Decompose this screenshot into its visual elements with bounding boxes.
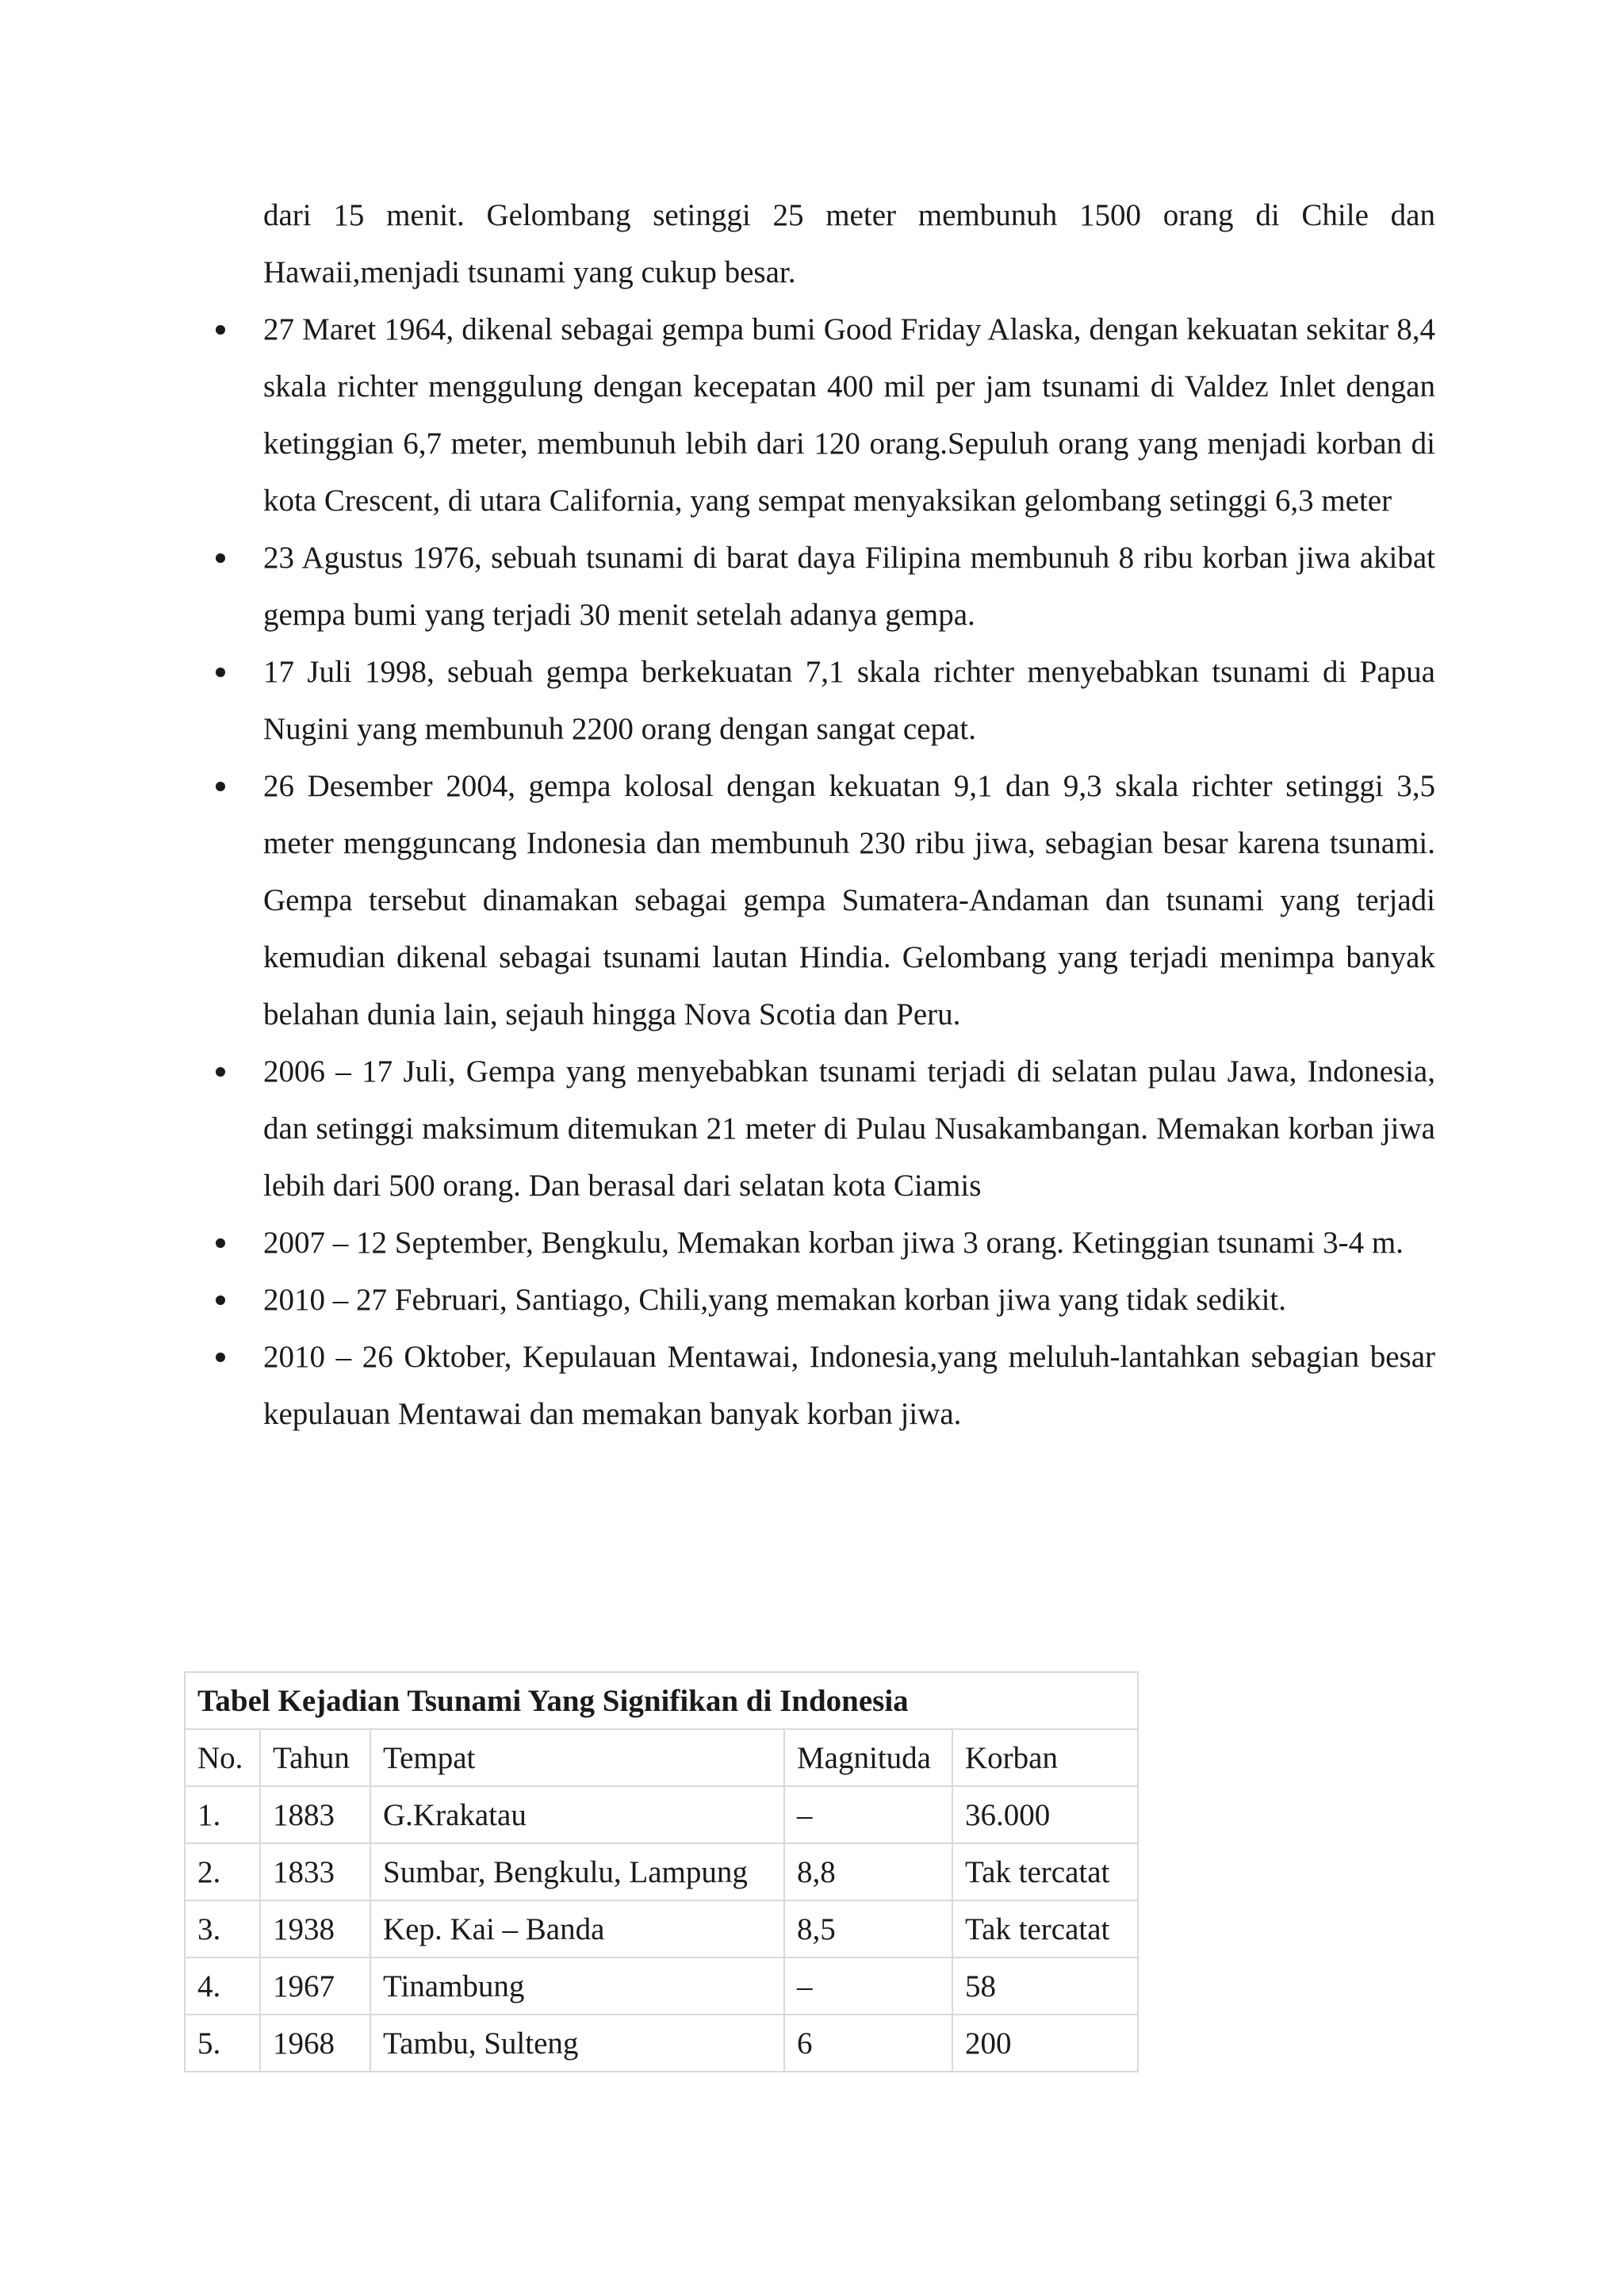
header-cell-tempat: Tempat	[370, 1729, 784, 1786]
table-row	[185, 1900, 1138, 1957]
table-cell: 58	[952, 1957, 1138, 2015]
bullet-icon	[216, 325, 225, 335]
tsunami-table	[184, 1671, 1139, 2072]
table-cell: 8,8	[784, 1843, 952, 1900]
table-caption: Tabel Kejadian Tsunami Yang Signifikan di Indonesia	[185, 1672, 1138, 1729]
list-item	[263, 644, 1435, 758]
bullet-icon	[216, 553, 225, 563]
table-cell: 1833	[260, 1843, 370, 1900]
table-caption-row	[185, 1672, 1138, 1729]
table-cell: 5.	[185, 2015, 260, 2072]
table-cell: 1968	[260, 2015, 370, 2072]
list-item-text: 2006 – 17 Juli, Gempa yang menyebabkan tsunami terjadi di selatan pulau Jawa, Indonesia, dan setinggi maksimum ditemukan 21 meter di Pulau Nusakambangan. Memakan korban jiwa lebih dari 500 orang. Dan berasal dari selatan kota Ciamis	[263, 1054, 1435, 1203]
table-cell: G.Krakatau	[370, 1786, 784, 1843]
table-cell: –	[784, 1957, 952, 2015]
bullet-icon	[216, 1295, 225, 1305]
list-item-text: 27 Maret 1964, dikenal sebagai gempa bumi Good Friday Alaska, dengan kekuatan sekitar 8,4 skala richter menggulung dengan kecepatan 400 mil per jam tsunami di Valdez Inlet dengan ketinggian 6,7 meter, membunuh lebih dari 120 orang.Sepuluh orang yang menjadi korban di kota Crescent, di utara California, yang sempat menyaksikan gelombang setinggi 6,3 meter	[263, 312, 1435, 518]
list-item-text: 2007 – 12 September, Bengkulu, Memakan korban jiwa 3 orang. Ketinggian tsunami 3-4 m.	[263, 1226, 1404, 1260]
table-cell: 2.	[185, 1843, 260, 1900]
list-item-text: 17 Juli 1998, sebuah gempa berkekuatan 7,1 skala richter menyebabkan tsunami di Papua Nugini yang membunuh 2200 orang dengan sangat cepat.	[263, 655, 1435, 746]
list-item-text: 2010 – 27 Februari, Santiago, Chili,yang memakan korban jiwa yang tidak sedikit.	[263, 1283, 1287, 1317]
table-cell: 1967	[260, 1957, 370, 2015]
table-cell: Kep. Kai – Banda	[370, 1900, 784, 1957]
table-cell: 3.	[185, 1900, 260, 1957]
table-cell: 200	[952, 2015, 1138, 2072]
list-item	[263, 1329, 1435, 1443]
table-cell: 1938	[260, 1900, 370, 1957]
list-item	[263, 1043, 1435, 1215]
table-cell: 6	[784, 2015, 952, 2072]
table-cell: 4.	[185, 1957, 260, 2015]
table-cell: Tambu, Sulteng	[370, 2015, 784, 2072]
header-cell-korban: Korban	[952, 1729, 1138, 1786]
lead-paragraph: dari 15 menit. Gelombang setinggi 25 meter membunuh 1500 orang di Chile dan Hawaii,menjadi tsunami yang cukup besar.	[263, 198, 1435, 289]
header-cell-no: No.	[185, 1729, 260, 1786]
header-cell-tahun: Tahun	[260, 1729, 370, 1786]
list-item-text: 23 Agustus 1976, sebuah tsunami di barat daya Filipina membunuh 8 ribu korban jiwa akibat gempa bumi yang terjadi 30 menit setelah adanya gempa.	[263, 541, 1435, 632]
table-cell: 1883	[260, 1786, 370, 1843]
table-cell: Tak tercatat	[952, 1900, 1138, 1957]
bullet-icon	[216, 668, 225, 677]
table-cell: 8,5	[784, 1900, 952, 1957]
table-cell: Tinambung	[370, 1957, 784, 2015]
list-item	[263, 301, 1435, 530]
list-item	[263, 530, 1435, 644]
table-cell: Tak tercatat	[952, 1843, 1138, 1900]
bullet-icon	[216, 782, 225, 791]
table-row	[185, 1786, 1138, 1843]
table-row	[185, 1843, 1138, 1900]
header-cell-magnituda: Magnituda	[784, 1729, 952, 1786]
list-item	[263, 758, 1435, 1043]
table-cell: Sumbar, Bengkulu, Lampung	[370, 1843, 784, 1900]
table-header-row	[185, 1729, 1138, 1786]
table-row	[185, 2015, 1138, 2072]
bullet-icon	[216, 1353, 225, 1362]
table-cell: 36.000	[952, 1786, 1138, 1843]
bullet-icon	[216, 1067, 225, 1077]
list-item-text: 2010 – 26 Oktober, Kepulauan Mentawai, Indonesia,yang meluluh-lantahkan sebagian besar kepulauan Mentawai dan memakan banyak korban jiwa.	[263, 1340, 1435, 1431]
table-cell: 1.	[185, 1786, 260, 1843]
table-row	[185, 1957, 1138, 2015]
list-item	[263, 1215, 1435, 1272]
list-item-text: 26 Desember 2004, gempa kolosal dengan kekuatan 9,1 dan 9,3 skala richter setinggi 3,5 meter mengguncang Indonesia dan membunuh 230 ribu jiwa, sebagian besar karena tsunami. Gempa tersebut dinamakan sebagai gempa Sumatera-Andaman dan tsunami yang terjadi kemudian dikenal sebagai tsunami lautan Hindia. Gelombang yang terjadi menimpa banyak belahan dunia lain, sejauh hingga Nova Scotia dan Peru.	[263, 769, 1435, 1031]
table-cell: –	[784, 1786, 952, 1843]
bullet-icon	[216, 1238, 225, 1248]
list-item	[263, 1272, 1435, 1329]
tsunami-event-list	[263, 301, 1435, 1443]
